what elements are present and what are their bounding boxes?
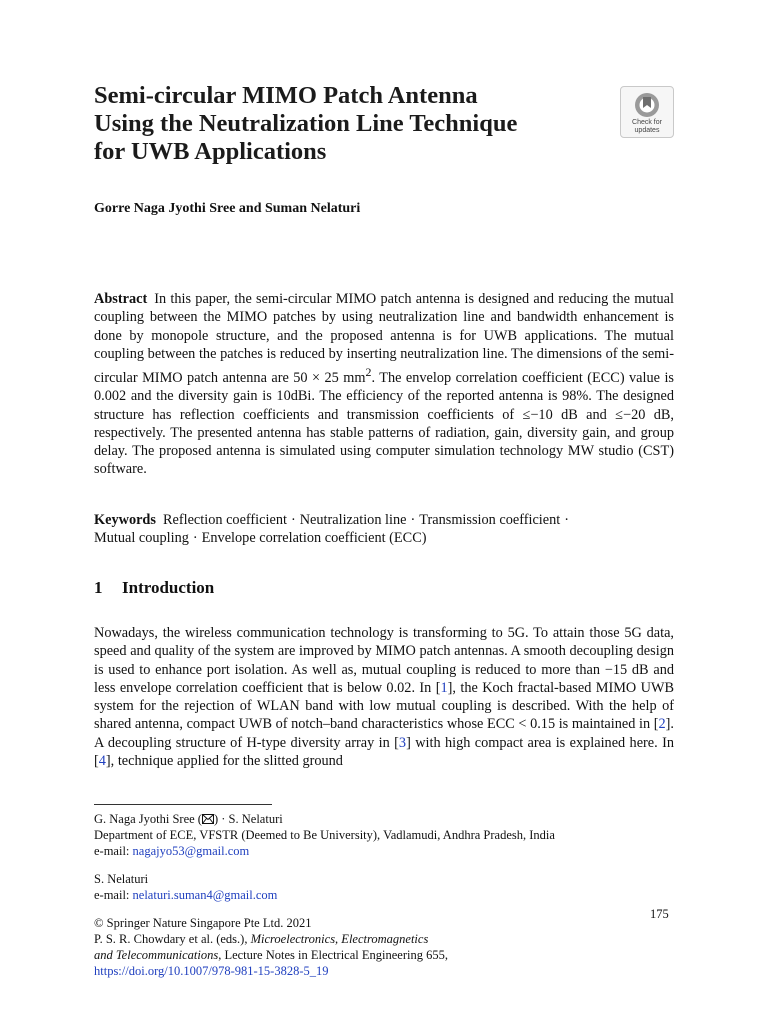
section-title: Introduction (122, 578, 215, 597)
paper-title (94, 82, 614, 166)
abstract (94, 290, 674, 479)
book-title: and Telecommunications (94, 948, 219, 962)
spacer (94, 903, 674, 915)
doi-link[interactable]: https://doi.org/10.1007/978-981-15-3828-5_19 (94, 964, 329, 978)
keywords (94, 511, 674, 548)
keyword-item: Reflection coefficient (162, 512, 287, 528)
citation-link[interactable]: 2 (658, 716, 666, 733)
title-line: Using the Neutralization Line Technique (94, 110, 518, 137)
intro-text: ]. A decoupling structure of H-type diversity array in [ (94, 716, 674, 751)
keyword-separator: · (192, 530, 198, 547)
citation-link[interactable]: 1 (440, 679, 448, 696)
keyword-item: Envelope correlation coefficient (ECC) (201, 530, 427, 547)
author-line (94, 811, 674, 827)
keyword-item: Transmission coefficient (419, 512, 561, 528)
citation-link[interactable]: 4 (98, 753, 106, 770)
email-label: e-mail: (94, 844, 133, 858)
keyword-separator: · (410, 512, 416, 528)
affiliation: Department of ECE, VFSTR (Deemed to Be University), Vadlamudi, Andhra Pradesh, India (94, 828, 555, 842)
section-number: 1 (94, 578, 103, 597)
intro-text: ] with high compact area is explained here. In [ (94, 734, 675, 770)
book-title: Microelectronics, Electromagnetics (250, 932, 429, 946)
badge-label-line1: Check for (632, 119, 662, 126)
keyword-separator: · (564, 512, 570, 528)
series-line (94, 947, 674, 963)
abstract-text: . The envelop correlation coefficient (ECC) value is 0.002 and the diversity gain is 10dBi. The efficiency of the reported antenna is 98%. The designed structure has reflection coefficients and transmission coefficients of ≤−10 dB and ≤−20 dB, respectively. The presented antenna has stable patterns of radiation, gain, diversity gain, and group delay. The proposed antenna is simulated using computer simulation technology MW studio (CST) software. (94, 369, 674, 478)
check-for-updates-badge[interactable] (620, 86, 674, 138)
series-text: , Lecture Notes in Electrical Engineering 655, (218, 948, 448, 962)
page-number: 175 (650, 907, 669, 921)
footnote-block (94, 811, 674, 979)
copyright: © Springer Nature Singapore Pte Ltd. 2021 (94, 916, 312, 930)
title-line: for UWB Applications (94, 138, 327, 165)
abstract-text: In this paper, the semi-circular MIMO patch antenna is designed and reducing the mutual coupling between the MIMO patches by using neutralization line and bandwidth enhancement is done by monopole structure, and the proposed antenna is for UWB applications. The mutual coupling between the patches is reduced by inserting neutralization line. The dimensions of the semi-circular MIMO patch antenna are 50 × 25 mm (94, 291, 674, 386)
intro-text: ], the Koch fractal-based MIMO UWB system for the rejection of WLAN band with low mutual coupling is described. With the help of shared antenna, compact UWB of notch–band characteristics whose ECC < 0.15 is maintained in [ (94, 679, 674, 733)
email-line (94, 843, 674, 859)
title-line: Semi-circular MIMO Patch Antenna (94, 82, 478, 109)
superscript: 2 (365, 365, 372, 380)
badge-label-line2: updates (634, 127, 660, 134)
author-list: Gorre Naga Jyothi Sree and Suman Nelaturi (94, 201, 361, 216)
keyword-item: Neutralization line (299, 512, 407, 528)
abstract-label: Abstract (94, 291, 148, 307)
footnote-divider (94, 804, 272, 805)
author-text: ) · S. Nelaturi (213, 812, 283, 826)
email-line (94, 887, 674, 903)
citation-link[interactable]: 3 (398, 734, 407, 751)
keyword-separator: · (290, 512, 296, 528)
intro-text: ], technique applied for the slitted ground (105, 753, 343, 770)
author-text: G. Naga Jyothi Sree ( (94, 812, 202, 826)
introduction-paragraph (94, 624, 674, 770)
email-link[interactable]: nelaturi.suman4@gmail.com (132, 888, 278, 902)
spacer (94, 859, 674, 871)
email-link[interactable]: nagajyo53@gmail.com (132, 844, 250, 858)
envelope-icon (202, 814, 214, 824)
intro-text: Nowadays, the wireless communication technology is transforming to 5G. To attain those 5G data, speed and quality of the system are improved by MIMO patch antennas. A smooth decoupling design is used to enhance port isolation. As well as, mutual coupling is reduced to more than −15 dB and less envelope correlation coefficient that is below 0.02. In [ (94, 625, 674, 696)
editors-text: P. S. R. Chowdary et al. (eds.), (94, 932, 251, 946)
doi-line (94, 963, 674, 979)
editors-line (94, 931, 674, 947)
section-heading (94, 578, 214, 598)
bookmark-circle-icon (633, 91, 661, 119)
email-label: e-mail: (94, 888, 133, 902)
second-author: S. Nelaturi (94, 872, 149, 886)
keyword-item: Mutual coupling (94, 530, 189, 547)
keywords-label: Keywords (94, 512, 156, 528)
